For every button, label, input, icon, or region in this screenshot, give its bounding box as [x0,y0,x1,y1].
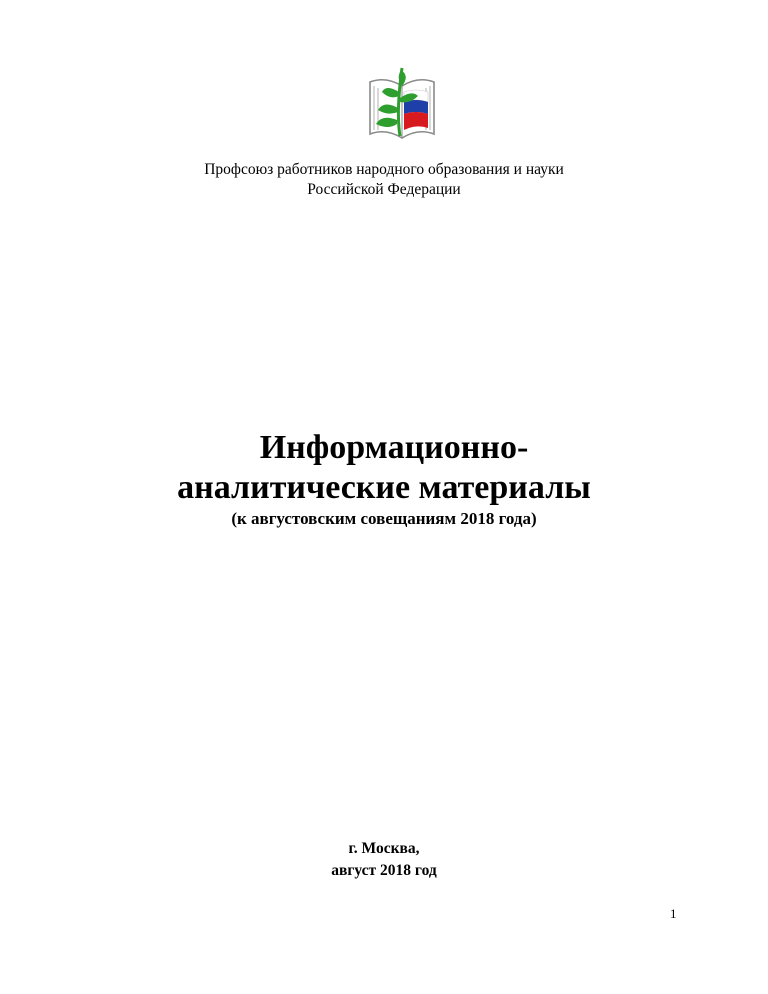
place-and-date [0,838,768,882]
organization-line-2: Российской Федерации [307,181,461,198]
date: август 2018 год [331,862,437,879]
organization-line-1: Профсоюз работников народного образования и науки [204,161,564,178]
union-emblem-icon [366,62,438,144]
page-number: 1 [670,906,677,921]
document-subtitle: (к августовским совещаниям 2018 года) [231,509,537,528]
title-line-2: аналитические материалы [177,469,591,506]
document-title [0,428,768,508]
organization-name [0,160,768,200]
city: г. Москва, [348,840,420,857]
title-line-1: Информационно- [259,429,529,466]
